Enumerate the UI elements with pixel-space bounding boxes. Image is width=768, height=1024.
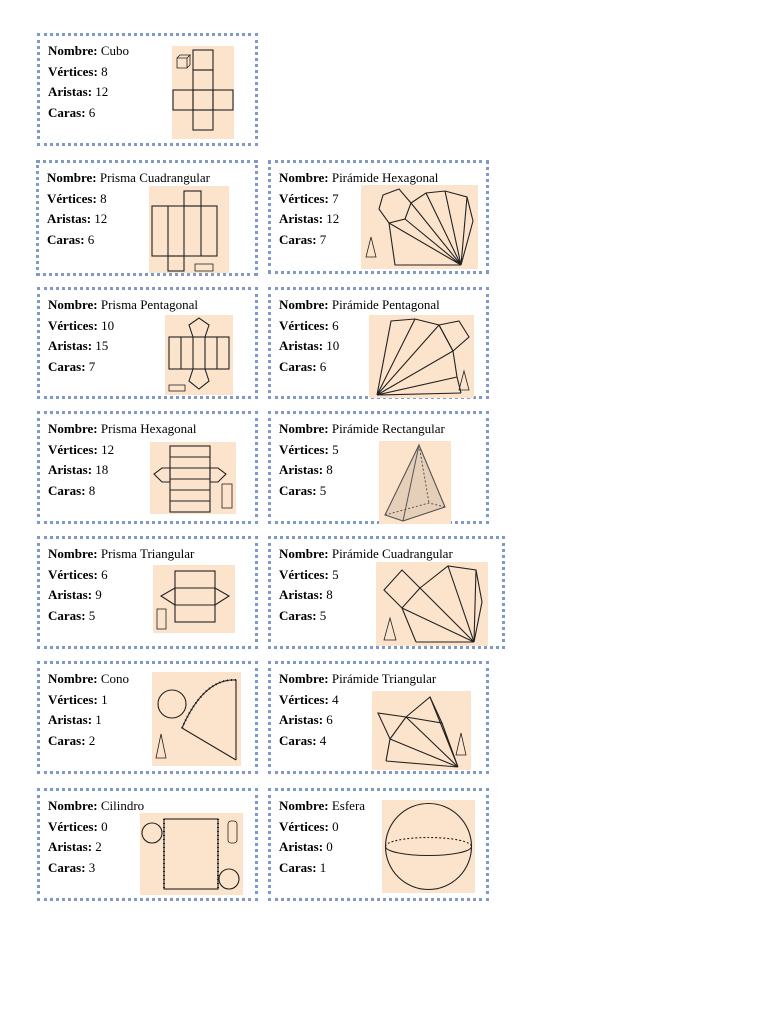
vertices-label: Vértices: xyxy=(48,691,98,707)
nombre-value: Pirámide Hexagonal xyxy=(331,170,439,185)
caras-label: Caras: xyxy=(47,231,85,247)
aristas-label: Aristas: xyxy=(48,84,93,99)
card-prisma-pentagonal xyxy=(37,287,258,399)
vertices-value: 5 xyxy=(332,566,339,582)
caras-value: 5 xyxy=(319,482,327,498)
aristas-value: 0 xyxy=(326,839,333,854)
aristas-value: 18 xyxy=(95,462,109,477)
nombre-value: Cubo xyxy=(100,43,130,58)
cylinder-net-icon xyxy=(140,813,243,895)
vertices-value: 12 xyxy=(101,441,115,457)
aristas-label: Aristas: xyxy=(279,462,324,477)
vertices-value: 5 xyxy=(332,441,339,457)
card-piramide-triangular xyxy=(268,661,489,774)
vertices-value: 7 xyxy=(332,190,339,206)
cone-net-icon xyxy=(152,672,241,766)
aristas-value: 8 xyxy=(326,587,333,602)
aristas-value: 12 xyxy=(95,84,109,99)
aristas-label: Aristas: xyxy=(48,587,93,602)
caras-value: 6 xyxy=(319,358,327,374)
aristas-value: 9 xyxy=(95,587,102,602)
vertices-value: 4 xyxy=(332,691,339,707)
card-cono xyxy=(37,661,258,774)
cube-net-icon xyxy=(172,46,234,139)
card-cilindro xyxy=(37,788,258,901)
aristas-value: 10 xyxy=(326,338,340,353)
vertices-label: Vértices: xyxy=(279,190,329,206)
caras-label: Caras: xyxy=(48,104,86,120)
card-prisma-cuadrangular xyxy=(36,160,258,276)
caras-value: 1 xyxy=(319,859,327,875)
caras-label: Caras: xyxy=(279,358,317,374)
nombre-label: Nombre: xyxy=(48,671,98,686)
nombre-value: Prisma Hexagonal xyxy=(100,421,197,436)
pentagonal-pyramid-net-icon xyxy=(369,315,474,398)
vertices-value: 0 xyxy=(101,818,108,834)
nombre-label: Nombre: xyxy=(47,170,97,185)
nombre-value: Cono xyxy=(100,671,130,686)
nombre-label: Nombre: xyxy=(279,170,329,185)
vertices-value: 6 xyxy=(101,566,108,582)
caras-value: 2 xyxy=(88,732,96,748)
hexagonal-pyramid-net-icon xyxy=(361,185,478,269)
caras-label: Caras: xyxy=(279,231,317,247)
nombre-label: Nombre: xyxy=(48,546,98,561)
pentagonal-prism-net-icon xyxy=(165,315,233,395)
nombre-label: Nombre: xyxy=(48,43,98,58)
aristas-value: 15 xyxy=(95,338,109,353)
aristas-label: Aristas: xyxy=(48,839,93,854)
caras-label: Caras: xyxy=(279,607,317,623)
vertices-label: Vértices: xyxy=(48,441,98,457)
caras-label: Caras: xyxy=(279,732,317,748)
aristas-label: Aristas: xyxy=(48,338,93,353)
nombre-label: Nombre: xyxy=(279,297,329,312)
aristas-label: Aristas: xyxy=(48,712,93,727)
card-esfera xyxy=(268,788,489,901)
vertices-label: Vértices: xyxy=(47,190,97,206)
caras-value: 6 xyxy=(88,104,96,120)
vertices-label: Vértices: xyxy=(279,818,329,834)
vertices-label: Vértices: xyxy=(279,691,329,707)
vertices-label: Vértices: xyxy=(48,818,98,834)
nombre-value: Cilindro xyxy=(100,798,145,813)
aristas-value: 12 xyxy=(94,211,108,226)
aristas-label: Aristas: xyxy=(279,338,324,353)
aristas-label: Aristas: xyxy=(47,211,92,226)
square-pyramid-net-icon xyxy=(376,562,488,646)
aristas-label: Aristas: xyxy=(48,462,93,477)
aristas-value: 2 xyxy=(95,839,102,854)
caras-value: 5 xyxy=(88,607,96,623)
card-piramide-pentagonal xyxy=(268,287,489,399)
vertices-value: 0 xyxy=(332,818,339,834)
nombre-label: Nombre: xyxy=(48,421,98,436)
aristas-label: Aristas: xyxy=(279,712,324,727)
nombre-value: Pirámide Rectangular xyxy=(331,421,445,436)
caras-value: 3 xyxy=(88,859,96,875)
caras-label: Caras: xyxy=(48,859,86,875)
nombre-value: Prisma Pentagonal xyxy=(100,297,198,312)
vertices-value: 6 xyxy=(332,317,339,333)
vertices-value: 8 xyxy=(101,63,108,79)
vertices-label: Vértices: xyxy=(48,63,98,79)
nombre-value: Pirámide Triangular xyxy=(331,671,437,686)
caras-label: Caras: xyxy=(48,732,86,748)
caras-value: 7 xyxy=(319,231,327,247)
card-piramide-cuadrangular xyxy=(268,536,505,649)
nombre-value: Pirámide Cuadrangular xyxy=(331,546,453,561)
vertices-label: Vértices: xyxy=(279,566,329,582)
triangular-pyramid-net-icon xyxy=(372,691,471,770)
aristas-label: Aristas: xyxy=(279,839,324,854)
vertices-label: Vértices: xyxy=(48,566,98,582)
aristas-value: 8 xyxy=(326,462,333,477)
card-cubo xyxy=(37,33,258,146)
vertices-label: Vértices: xyxy=(279,441,329,457)
vertices-label: Vértices: xyxy=(48,317,98,333)
vertices-value: 1 xyxy=(101,691,108,707)
aristas-label: Aristas: xyxy=(279,587,324,602)
rectangular-pyramid-icon xyxy=(379,441,451,524)
nombre-value: Pirámide Pentagonal xyxy=(331,297,440,312)
card-piramide-rectangular xyxy=(268,411,489,524)
triangular-prism-net-icon xyxy=(153,565,235,633)
aristas-label: Aristas: xyxy=(279,211,324,226)
caras-value: 7 xyxy=(88,358,96,374)
nombre-label: Nombre: xyxy=(48,297,98,312)
nombre-label: Nombre: xyxy=(279,421,329,436)
caras-value: 8 xyxy=(88,482,96,498)
aristas-value: 12 xyxy=(326,211,340,226)
hexagonal-prism-net-icon xyxy=(150,442,236,514)
nombre-value: Esfera xyxy=(331,798,366,813)
nombre-label: Nombre: xyxy=(48,798,98,813)
square-prism-net-icon xyxy=(149,186,229,273)
vertices-value: 10 xyxy=(101,317,115,333)
caras-label: Caras: xyxy=(48,358,86,374)
caras-label: Caras: xyxy=(48,607,86,623)
caras-value: 6 xyxy=(87,231,95,247)
card-piramide-hexagonal xyxy=(268,160,489,274)
card-prisma-triangular xyxy=(37,536,258,649)
caras-value: 4 xyxy=(319,732,327,748)
vertices-label: Vértices: xyxy=(279,317,329,333)
nombre-value: Prisma Cuadrangular xyxy=(99,170,210,185)
aristas-value: 6 xyxy=(326,712,333,727)
aristas-value: 1 xyxy=(95,712,102,727)
nombre-label: Nombre: xyxy=(279,671,329,686)
card-prisma-hexagonal xyxy=(37,411,258,524)
sphere-icon xyxy=(382,800,475,893)
vertices-value: 8 xyxy=(100,190,107,206)
nombre-label: Nombre: xyxy=(279,798,329,813)
caras-label: Caras: xyxy=(279,859,317,875)
caras-value: 5 xyxy=(319,607,327,623)
nombre-value: Prisma Triangular xyxy=(100,546,195,561)
caras-label: Caras: xyxy=(279,482,317,498)
nombre-label: Nombre: xyxy=(279,546,329,561)
caras-label: Caras: xyxy=(48,482,86,498)
